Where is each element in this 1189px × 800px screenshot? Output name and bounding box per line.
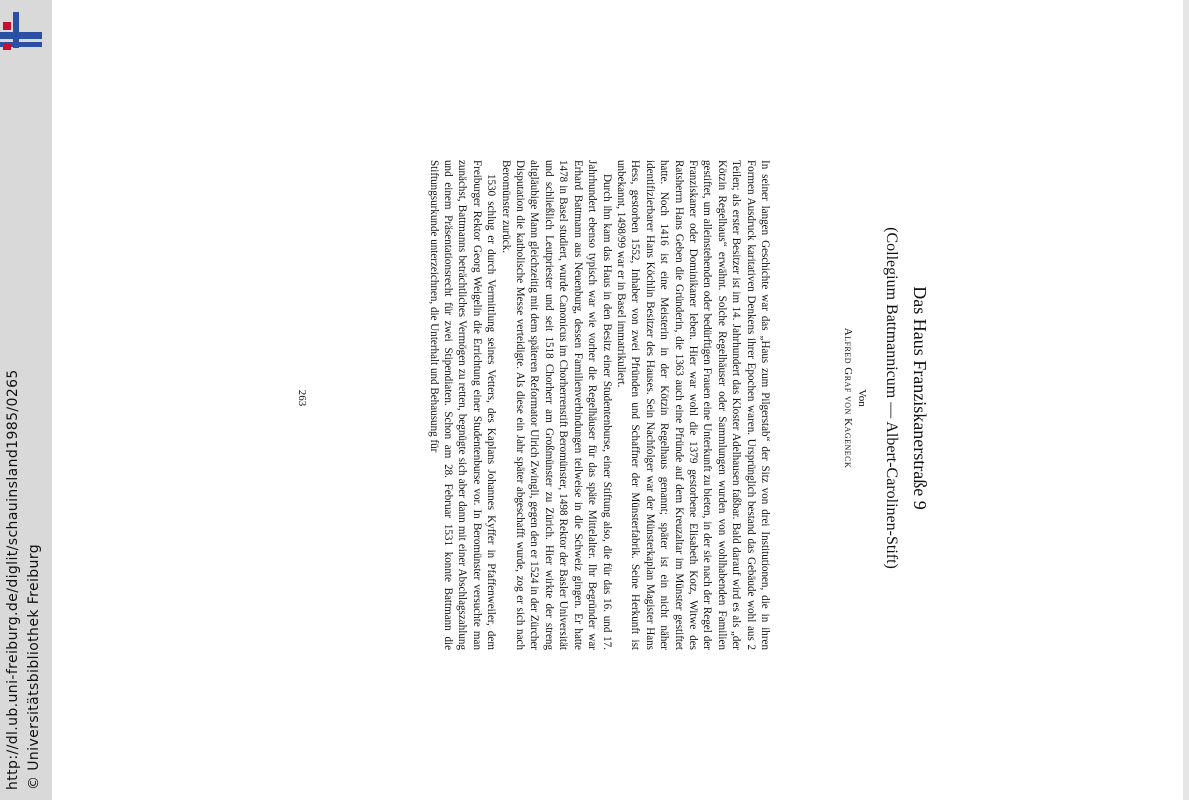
byline-von: Von: [856, 389, 868, 407]
page-number: 263: [296, 389, 308, 407]
page-title: Das Haus Franziskanerstraße 9: [910, 286, 930, 510]
article-body: [426, 160, 772, 650]
author-name: Alfred Graf von Kageneck: [842, 327, 854, 469]
source-url-link[interactable]: http://dl.ub.uni-freiburg.de/diglit/schauinsland1985/0265: [5, 369, 21, 790]
scanned-page: [280, 108, 940, 688]
paragraph: In seiner langen Geschichte war das „Haus zum Pilgerstab“ der Sitz von drei Institutionen, die in ihren Formen Ausdruck karitativen Denkens ihrer Epochen waren. Ursprünglich bestand das Gebäude wohl aus 2 Teilen; als erster Besitzer ist im 14. Jahrhundert das Kloster Adelhausen faßbar. Bald darauf wird es als „der Kötzin Regelhaus“ erwähnt. Solche Regelhäuser oder Sammlungen wurden von wohlhabenden Familien gestiftet, um alleinstehenden oder bedürftigen Frauen eine Unterkunft zu bieten, in der sie nach der Regel der Franziskaner oder Dominikaner leben. Hier war wohl die 1379 gestorbene Elisabeth Kotz, Witwe des Ratsherrn Hans Geben die Gründerin, die 1363 auch eine Pfründe auf dem Kreuzaltar im Münster gestiftet hatte. Noch 1416 ist eine Meisterin in der Kötzin Regelhaus genannt; später ist ein nicht näher identifizierbarer Hans Köchlin Besitzer des Hauses. Sein Nachfolger war der Münsterkaplan Magister Hans Hess, gestorben 1552, Inhaber von zwei Pfründen und Schaffner der Münsterfabrik. Seine Herkunft ist unbekannt, 1498/99 war er in Basel immatrikuliert.: [614, 160, 771, 650]
paragraph: Durch ihn kam das Haus in den Besitz einer Studentenburse, einer Stiftung also, die für das 16. und 17. Jahrhundert ebenso typisch war wie vorher die Regelhäuser für das späte Mittelalter. Ihr Begründer war Erhard Battmann aus Neuenburg, dessen Familienverbindungen teilweise in die Schweiz gingen. Er hatte 1478 in Basel studiert, wurde Canonicus im Chorherrenstift Beromünster, 1498 Rektor der Basler Universität und schließlich Leutpriester und seit 1518 Chorherr am Großmünster zu Zürich. Hier wirkte der streng altgläubige Mann gleichzeitig mit dem späteren Reformator Ulrich Zwingli, gegen den er 1524 in der Zürcher Disputation die katholische Messe verteidigte. Als diese ein Jahr später abgeschafft wurde, zog er sich nach Beromünster zurück.: [499, 160, 613, 650]
viewer-sidebar: [0, 0, 52, 800]
sidebar-caption: [0, 0, 52, 800]
page-subtitle: (Collegium Battmannicum — Albert-Carolinen-Stift): [883, 227, 900, 569]
paragraph: 1530 schlug er durch Vermittlung seines Vetters, des Kaplans Johannes Kyffer in Pfaffenweiler, dem Freiburger Rektor Georg Weigelin die Errichtung einer Studentenburse vor. In Beromünster versuchte man zunächst, Battmanns beträchtliches Vermögen zu retten, begnügte sich aber dann mit einer Abschlagszahlung und einem Präsentationsrecht für zwei Stipendiaten. Schon am 28. Februar 1531 konnte Battmann die Stiftungsurkunde unterzeichnen, die Unterhalt und Behausung für: [427, 160, 498, 650]
copyright-notice: © Universitätsbibliothek Freiburg: [26, 543, 42, 790]
scrollbar-edge[interactable]: [1183, 0, 1189, 800]
